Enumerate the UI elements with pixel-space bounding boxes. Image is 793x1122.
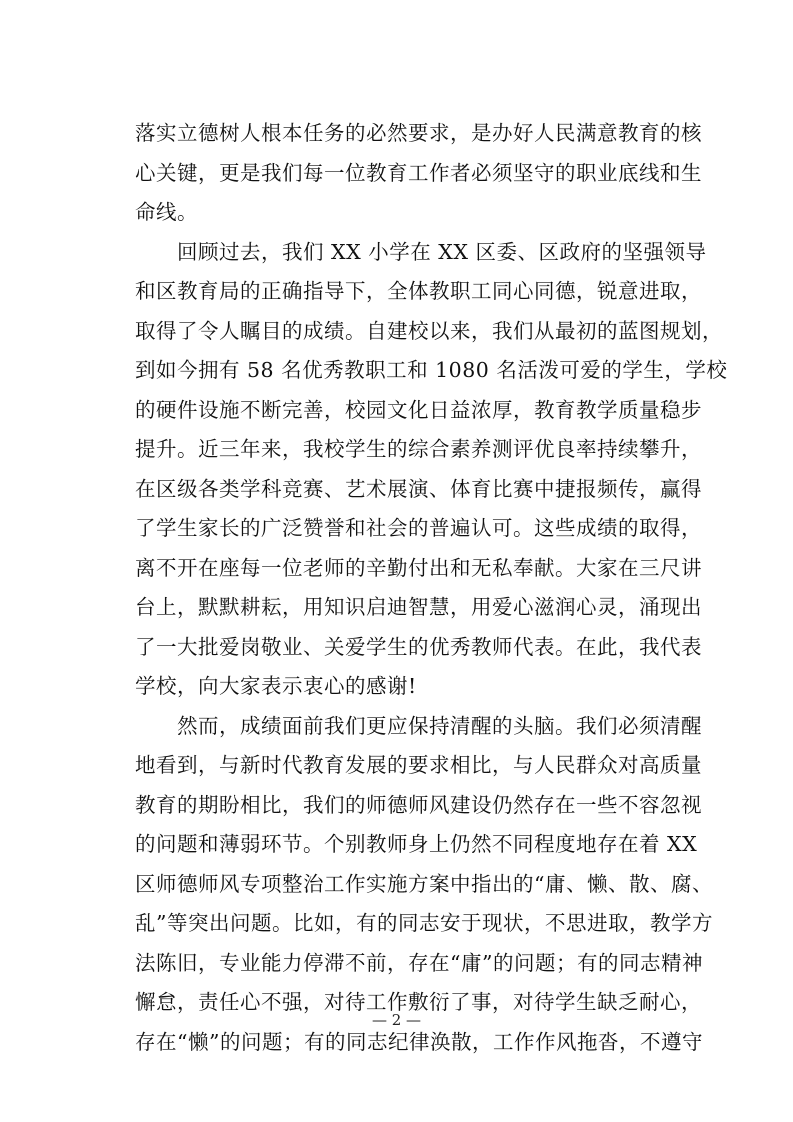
text-line: 的硬件设施不断完善，校园文化日益浓厚，教育教学质量稳步 xyxy=(135,397,702,422)
text-line: 到如今拥有 58 名优秀教职工和 1080 名活泼可爱的学生，学校 xyxy=(135,358,728,382)
text-line: 和区教育局的正确指导下，全体教职工同心同德，锐意进取， xyxy=(135,279,702,303)
text-line: 学校，向大家表示衷心的感谢! xyxy=(135,674,417,698)
text-line: 回顾过去，我们 XX 小学在 XX 区委、区政府的坚强领导 xyxy=(135,239,707,264)
text-line: 地看到，与新时代教育发展的要求相比，与人民群众对高质量 xyxy=(135,753,702,777)
text-line: 离不开在座每一位老师的辛勤付出和无私奉献。大家在三尺讲 xyxy=(135,555,702,580)
text-line: 的问题和薄弱环节。个别教师身上仍然不同程度地存在着 XX xyxy=(135,832,698,856)
text-line: 区师德师风专项整治工作实施方案中指出的“庸、懒、散、腐、 xyxy=(135,871,713,896)
page-number: — 2 — xyxy=(371,1011,422,1029)
text-line: 教育的期盼相比，我们的师德师风建设仍然存在一些不容忽视 xyxy=(135,792,702,817)
text-line: 落实立德树人根本任务的必然要求，是办好人民满意教育的核 xyxy=(135,121,702,145)
text-line: 台上，默默耕耘，用知识启迪智慧，用爱心滋润心灵，涌现出 xyxy=(135,595,702,619)
text-line: 了一大批爱岗敬业、关爱学生的优秀教师代表。在此，我代表 xyxy=(135,634,702,659)
text-line: 心关键，更是我们每一位教育工作者必须坚守的职业底线和生 xyxy=(135,160,702,185)
text-line: 存在“懒”的问题；有的同志纪律涣散，工作作风拖沓，不遵守 xyxy=(135,1029,703,1054)
text-line: 乱”等突出问题。比如，有的同志安于现状，不思进取，教学方 xyxy=(135,911,713,935)
text-line: 法陈旧，专业能力停滞不前，存在“庸”的问题；有的同志精神 xyxy=(135,950,703,975)
body-text xyxy=(135,114,728,1062)
text-line: 提升。近三年来，我校学生的综合素养测评优良率持续攀升， xyxy=(135,437,702,461)
text-line: 了学生家长的广泛赞誉和社会的普遍认可。这些成绩的取得， xyxy=(135,516,702,540)
text-line: 在区级各类学科竞赛、艺术展演、体育比赛中捷报频传，赢得 xyxy=(135,476,702,501)
text-line: 取得了令人瞩目的成绩。自建校以来，我们从最初的蓝图规划， xyxy=(135,318,723,343)
text-line: 然而，成绩面前我们更应保持清醒的头脑。我们必须清醒 xyxy=(135,713,702,738)
text-line: 命线。 xyxy=(135,200,198,224)
text-line: 懈怠，责任心不强，对待工作敷衍了事，对待学生缺乏耐心， xyxy=(135,990,702,1014)
